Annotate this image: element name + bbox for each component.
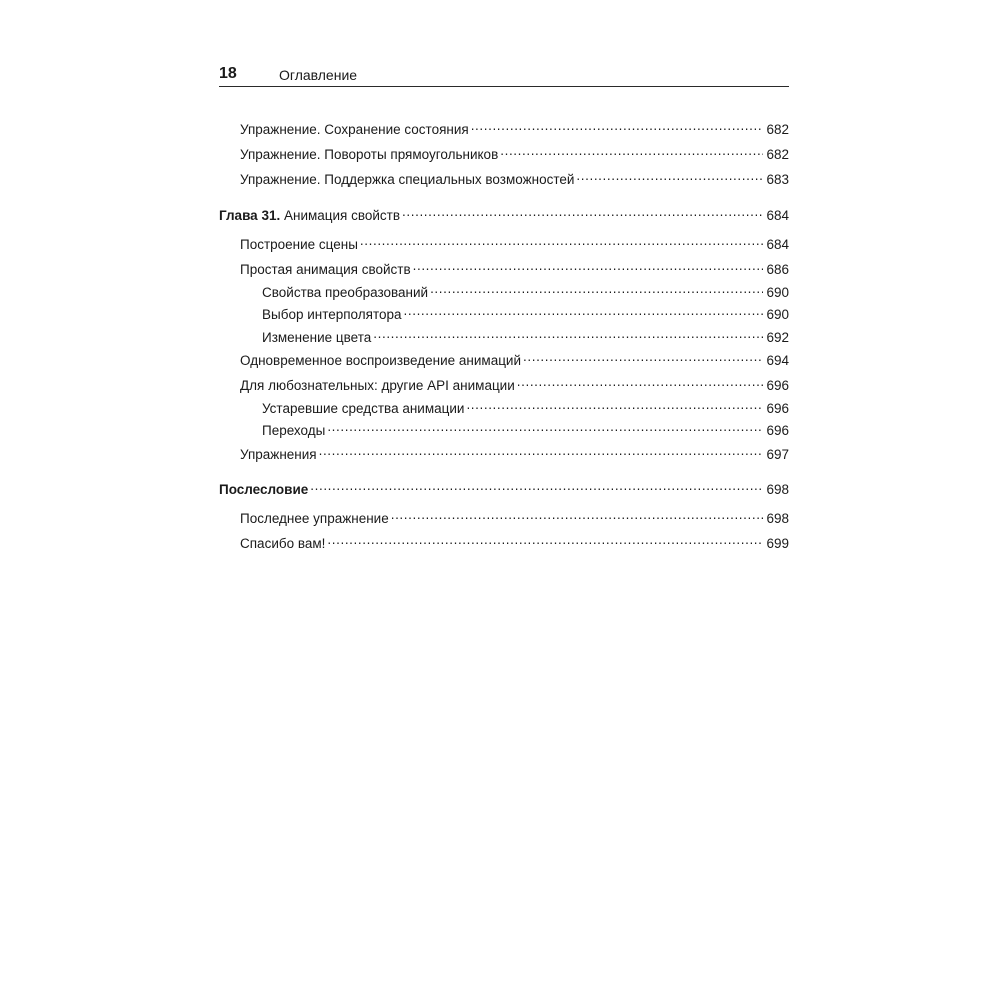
toc-dot-leader [500,143,763,159]
toc-dot-leader [413,258,764,274]
running-title: Оглавление [279,67,358,83]
toc-page-number: 682 [763,122,789,138]
toc-entry[interactable] [240,233,789,253]
toc-entry-title-text: Свойства преобразований [262,285,429,300]
toc-entry[interactable] [262,303,789,323]
toc-page-number: 697 [763,447,789,463]
toc-entry[interactable] [262,419,789,439]
toc-page-number: 699 [763,536,789,552]
toc-dot-leader [430,281,763,297]
toc-page-number: 692 [763,330,789,346]
toc-entry-title [240,447,319,463]
toc-entry-title-text: Упражнения [240,447,317,462]
toc-entry-title-text: Анимация свойств [283,208,401,223]
toc-entry-title-text: Устаревшие средства анимации [262,401,465,416]
toc-entry-title-text: Спасибо вам! [240,536,326,551]
toc-dot-leader [319,443,764,459]
toc-entry[interactable] [240,507,789,527]
toc-entry-title [262,285,430,301]
toc-entry-title [262,423,327,439]
toc-entry[interactable] [240,143,789,163]
toc-entry-title-text: Последнее упражнение [240,511,389,526]
toc-dot-leader [523,349,763,365]
toc-entry-title-text: Упражнение. Повороты прямоугольников [240,147,499,162]
toc-dot-leader [360,233,764,249]
toc-entry-title-text: Простая анимация свойств [240,262,411,277]
toc-entry[interactable] [240,443,789,463]
toc-entry-title-text: Переходы [262,423,326,438]
toc-page-number: 683 [763,172,789,188]
toc-entry[interactable] [240,168,789,188]
toc-page-number: 690 [763,285,789,301]
toc-dot-leader [402,204,763,220]
toc-entry[interactable] [240,258,789,278]
toc-entry-title-text: Упражнение. Сохранение состояния [240,122,469,137]
toc-page-number: 696 [763,378,789,394]
toc-entry[interactable] [240,532,789,552]
toc-entry-title [240,172,576,188]
toc-entry-title [219,208,402,224]
toc-entry-title-text: Упражнение. Поддержка специальных возможностей [240,172,575,187]
toc-page-number: 690 [763,307,789,323]
toc-entry-title [240,147,500,163]
toc-entry[interactable] [219,478,789,498]
page-number: 18 [219,65,237,82]
toc-page-number: 696 [763,423,789,439]
toc-dot-leader [391,507,764,523]
toc-page-number: 684 [763,208,789,224]
toc-entry-title [240,262,413,278]
toc-page-number: 694 [763,353,789,369]
toc-dot-leader [471,118,764,134]
toc-dot-leader [373,326,763,342]
toc-entry-title [262,307,404,323]
toc-dot-leader [327,419,763,435]
toc-entry-title-text: Выбор интерполятора [262,307,402,322]
toc-entry-title [240,536,327,552]
toc-entry[interactable] [240,374,789,394]
toc-dot-leader [404,303,764,319]
toc-entry[interactable] [240,118,789,138]
toc-entry-title [262,401,466,417]
toc-entry-prefix: Глава 31. [219,208,281,223]
toc-page-number: 696 [763,401,789,417]
toc-entry-prefix: Послесловие [219,482,309,497]
toc-entry-title [240,122,471,138]
toc-page-number: 698 [763,511,789,527]
toc-entry-title [219,482,310,498]
toc-dot-leader [517,374,764,390]
page-header [219,62,789,87]
toc-dot-leader [576,168,763,184]
toc-dot-leader [327,532,763,548]
toc-entry-title [262,330,373,346]
toc-entry-title-text: Изменение цвета [262,330,372,345]
toc-entry[interactable] [262,397,789,417]
toc-page-number: 686 [763,262,789,278]
toc-entry-title-text: Для любознательных: другие API анимации [240,378,515,393]
toc-page-number: 682 [763,147,789,163]
toc-dot-leader [310,478,763,494]
toc-entry-title-text: Построение сцены [240,237,358,252]
toc-entry-title [240,511,391,527]
toc-entry[interactable] [240,349,789,369]
toc-entry-title [240,237,360,253]
toc-entry-title [240,378,517,394]
toc-entry-title-text: Одновременное воспроизведение анимаций [240,353,522,368]
toc-entry[interactable] [262,281,789,301]
toc-entry[interactable] [219,204,789,224]
toc-entry[interactable] [262,326,789,346]
toc-dot-leader [466,397,763,413]
toc-page-number: 698 [763,482,789,498]
toc-entry-title [240,353,523,369]
toc-page-number: 684 [763,237,789,253]
